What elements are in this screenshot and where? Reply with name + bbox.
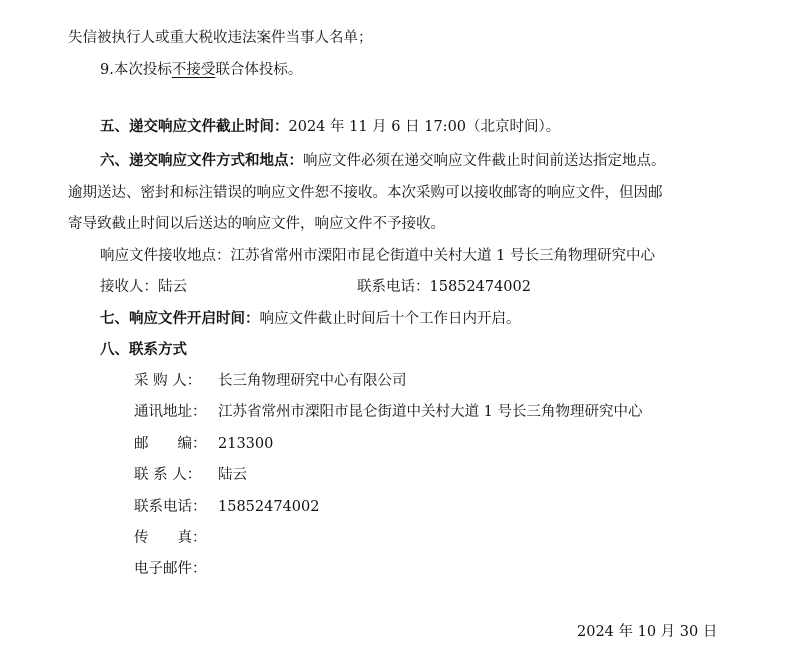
contact-value: 江苏省常州市溧阳市昆仑街道中关村大道 1 号长三角物理研究中心 [218, 404, 643, 420]
document-date: 2024 年 10 月 30 日 [577, 624, 718, 640]
section6-line1 [100, 151, 666, 171]
contact-label: 采 购 人： [134, 373, 202, 389]
section6-heading: 六、递交响应文件方式和地点： [100, 152, 303, 169]
contact-row [134, 371, 407, 391]
section8-heading: 八、联系方式 [100, 341, 187, 358]
contact-row [134, 528, 218, 548]
section7 [100, 309, 521, 329]
section7-heading: 七、响应文件开启时间： [100, 310, 260, 327]
contact-label: 联系电话： [134, 499, 207, 515]
contact-row [134, 497, 319, 517]
section6-line2: 逾期送达、密封和标注错误的响应文件恕不接收。本次采购可以接收邮寄的响应文件，但因邮 [68, 185, 663, 201]
section6-location: 响应文件接收地点：江苏省常州市溧阳市昆仑街道中关村大道 1 号长三角物理研究中心 [100, 248, 655, 264]
item9-suffix: 联合体投标。 [215, 62, 303, 78]
contact-label: 联 系 人： [134, 467, 202, 483]
section7-text: 响应文件截止时间后十个工作日内开启。 [259, 311, 521, 327]
contact-label: 传 真： [134, 530, 207, 546]
contact-value: 陆云 [218, 467, 247, 483]
contact-label: 电子邮件： [134, 561, 207, 577]
contact-label: 邮 编： [134, 436, 207, 452]
contact-label: 通讯地址： [134, 404, 207, 420]
contact-row [134, 434, 273, 454]
item8-tail: 失信被执行人或重大税收违法案件当事人名单； [68, 30, 373, 46]
section6-line3: 寄导致截止时间以后送达的响应文件，响应文件不予接收。 [68, 216, 445, 232]
contact-row [134, 465, 247, 485]
item9 [100, 60, 302, 80]
contact-value: 长三角物理研究中心有限公司 [218, 373, 407, 389]
contact-row [134, 559, 218, 579]
section6-phone: 联系电话：15852474002 [357, 279, 531, 295]
contact-value: 15852474002 [218, 499, 320, 515]
contact-value: 213300 [218, 436, 274, 452]
section5 [100, 117, 560, 137]
section5-heading: 五、递交响应文件截止时间： [100, 118, 289, 135]
contact-row [134, 402, 642, 422]
section6-receiver: 接收人：陆云 [100, 279, 187, 295]
item9-emphasis: 不接受 [171, 62, 216, 78]
item9-prefix: 9.本次投标 [100, 62, 172, 78]
section6-text-first: 响应文件必须在递交响应文件截止时间前送达指定地点。 [303, 153, 666, 169]
section5-text: 2024 年 11 月 6 日 17:00（北京时间）。 [288, 119, 561, 135]
